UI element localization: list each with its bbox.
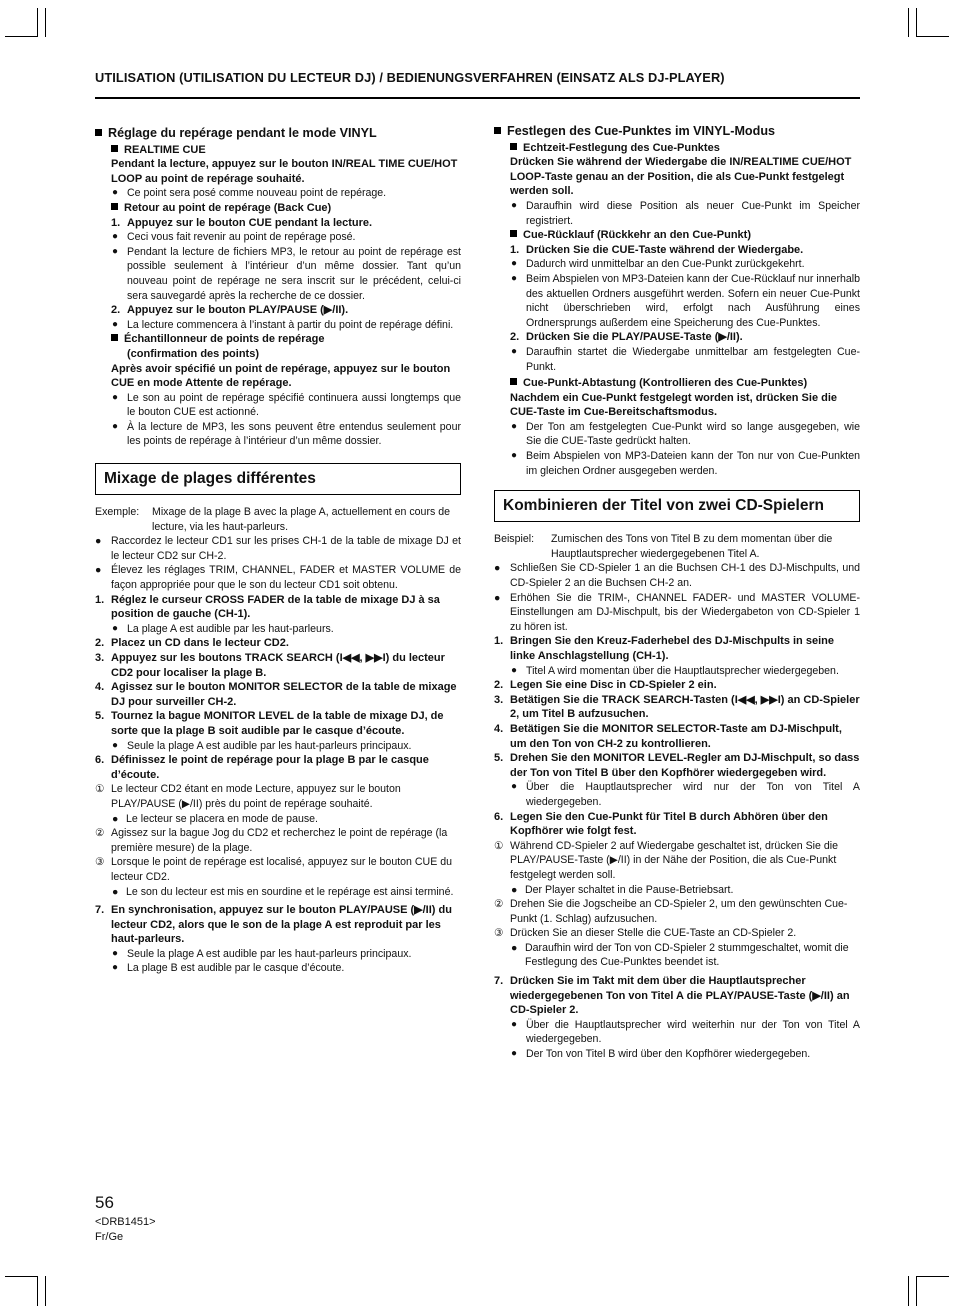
left-column [95, 120, 461, 976]
bullet: ● Beim Abspielen von MP3-Dateien kann der Cue-Rücklauf nur innerhalb des aktuellen Ordners ausgeführt werden. Sofern ein neuer Cue-Punkt nicht überschrieben wird, erfolgt nach Ausführung eines Ordnersprungs außerdem eine Speicherung des Cue-Punktes. [511, 272, 860, 329]
bullet-dot-icon: ● [112, 187, 119, 199]
sub-step: ② Agissez sur la bague Jog du CD2 et recherchez le point de repérage (la première mesure) de la plage. [95, 827, 448, 854]
bullet-dot-icon: ● [511, 781, 518, 793]
crop-mark [37, 1276, 38, 1306]
bullet: ● Über die Hauptlautsprecher wird nur der Ton von Titel A wiedergegeben. [511, 781, 860, 808]
step: 1. Drücken Sie die CUE-Taste während der Wiedergabe. [510, 243, 804, 256]
bullet-dot-icon: ● [112, 622, 119, 634]
step: 6. Définissez le point de repérage pour la plage B par le casque d’écoute. [95, 754, 429, 781]
circled-1-icon: ① [95, 783, 105, 796]
bullet-dot-icon: ● [112, 245, 119, 257]
sub-step: ③ Drücken Sie an dieser Stelle die CUE-Taste an CD-Spieler 2. [494, 927, 797, 940]
step: 7. En synchronisation, appuyez sur le bouton PLAY/PAUSE (▶/II) du lecteur CD2, alors que le son de la plage A est reproduit par les haut-parleurs. [95, 904, 452, 946]
bullet-dot-icon: ● [511, 1018, 518, 1030]
crop-mark [916, 36, 949, 37]
language-code: Fr/Ge [95, 1231, 124, 1243]
square-bullet-icon [111, 203, 118, 210]
bullet-dot-icon: ● [511, 1048, 518, 1060]
bullet-dot-icon: ● [511, 941, 518, 954]
bullet: ● Daraufhin wird diese Position als neuer Cue-Punkt im Speicher registriert. [511, 199, 860, 227]
crop-mark [908, 8, 909, 37]
model-code: <DRB1451> [95, 1216, 156, 1228]
bullet-dot-icon: ● [511, 450, 518, 462]
crop-mark [45, 1276, 46, 1306]
bullet: ● À la lecture de MP3, les sons peuvent être entendus seulement pour les points de repérage à l’intérieur d’un même dossier. [112, 420, 461, 448]
right-column [494, 120, 860, 1062]
bullet-dot-icon: ● [112, 947, 119, 959]
bullet: ● Erhöhen Sie die TRIM-, CHANNEL FADER- und MASTER VOLUME-Einstellungen am DJ-Mischpult, bis der Wiedergabeton von CD-Spieler 1 zu hören ist. [494, 591, 860, 633]
bullet: ● Élevez les réglages TRIM, CHANNEL, FADER et MASTER VOLUME de façon appropriée pour que le son du lecteur CD1 soit obtenu. [95, 564, 461, 592]
bullet: ● Schließen Sie CD-Spieler 1 an die Buchsen CH-1 des DJ-Mischpults, und CD-Spieler 2 an die Buchsen CH-2 an. [494, 562, 860, 590]
crop-mark [37, 8, 38, 37]
bullet-dot-icon: ● [511, 883, 518, 896]
header-rule [95, 97, 860, 99]
bullet-dot-icon: ● [112, 812, 119, 825]
instruction: Après avoir spécifié un point de repérage, appuyez sur le bouton CUE en mode Attente de repérage. [111, 362, 451, 390]
bullet: ● Beim Abspielen von MP3-Dateien kann der Ton nur von Cue-Punkten im gleichen Ordner ausgegeben werden. [511, 450, 860, 477]
sub-step: ① Während CD-Spieler 2 auf Wiedergabe geschaltet ist, drücken Sie die PLAY/PAUSE-Taste (▶/II) in der Nähe der Position, die als Cue-Punkt festgelegt werden soll. [494, 839, 838, 881]
sub-step: ① Le lecteur CD2 étant en mode Lecture, appuyez sur le bouton PLAY/PAUSE (▶/II) près du point de repérage souhaité. [95, 783, 401, 810]
step: 4. Agissez sur le bouton MONITOR SELECTOR de la table de mixage DJ pour surveiller CH-2. [95, 681, 457, 708]
bullet: ● La plage A est audible par les haut-parleurs. [112, 622, 334, 635]
bullet: ● Der Ton am festgelegten Cue-Punkt wird so lange ausgegeben, wie Sie die CUE-Taste gedrückt halten. [511, 420, 860, 448]
bullet: ● Der Player schaltet in die Pause-Betriebsart. [511, 883, 734, 896]
instruction: Nachdem ein Cue-Punkt festgelegt worden ist, drücken Sie die CUE-Taste im Cue-Bereitschaftsmodus. [510, 391, 838, 419]
page-header: UTILISATION (UTILISATION DU LECTEUR DJ) / BEDIENUNGSVERFAHREN (EINSATZ ALS DJ-PLAYER) [95, 70, 725, 85]
bullet: ● Le son au point de repérage spécifié continuera aussi longtemps que le bouton CUE est actionné. [112, 391, 461, 419]
bullet-dot-icon: ● [112, 739, 119, 751]
circled-2-icon: ② [494, 898, 504, 911]
section-title-box: Mixage de plages différentes [95, 463, 461, 495]
bullet: ● Dadurch wird unmittelbar an den Cue-Punkt zurückgekehrt. [511, 258, 805, 271]
sub-step: ③ Lorsque le point de repérage est localisé, appuyez sur le bouton CUE du lecteur CD2. [95, 856, 452, 883]
subheading: Retour au point de repérage (Back Cue) [95, 201, 461, 216]
step: 4. Betätigen Sie die MONITOR SELECTOR-Taste am DJ-Mischpult, um den Ton von CH-2 zu kontrollieren. [494, 722, 842, 750]
instruction: Drücken Sie während der Wiedergabe die IN/REALTIME CUE/HOT LOOP-Taste genau an der Position, die als Cue-Punkt festgelegt werden soll. [510, 156, 852, 198]
bullet: ● Über die Hauptlautsprecher wird weiterhin nur der Ton von Titel A wiedergegeben. [511, 1018, 860, 1046]
square-bullet-icon [111, 334, 118, 341]
page-number: 56 [95, 1193, 114, 1212]
bullet-dot-icon: ● [511, 258, 518, 270]
bullet-dot-icon: ● [511, 664, 518, 676]
bullet-dot-icon: ● [112, 885, 119, 898]
step: 7. Drücken Sie im Takt mit dem über die Hauptlautsprecher wiedergegebenen Ton von Titel A die PLAY/PAUSE-Taste (▶/II) an CD-Spieler 2. [494, 975, 850, 1017]
document-code [95, 1215, 156, 1245]
example: Exemple: Mixage de la plage B avec la plage A, actuellement en cours de lecture, via les haut-parleurs. [95, 506, 450, 533]
subheading: Échantillonneur de points de repérage [95, 332, 461, 347]
bullet: ● Ceci vous fait revenir au point de repérage posé. [112, 231, 356, 244]
crop-mark [908, 1276, 909, 1306]
bullet-dot-icon: ● [112, 962, 119, 974]
bullet: ● Der Ton von Titel B wird über den Kopfhörer wiedergegeben. [511, 1048, 811, 1061]
bullet: ● Titel A wird momentan über die Hauptlautsprecher wiedergegeben. [511, 664, 839, 677]
step: 3. Appuyez sur les boutons TRACK SEARCH (I◀◀, ▶▶I) du lecteur CD2 pour localiser la plage B. [95, 652, 445, 679]
square-bullet-icon [510, 143, 517, 150]
crop-mark [916, 1276, 949, 1277]
bullet: ● La lecture commencera à l’instant à partir du point de repérage défini. [112, 318, 454, 331]
circled-1-icon: ① [494, 839, 504, 852]
bullet: ● Seule la plage A est audible par les haut-parleurs principaux. [112, 947, 412, 960]
step: 5. Tournez la bague MONITOR LEVEL de la table de mixage DJ, de sorte que la plage B soit audible par le casque d’écoute. [95, 710, 444, 737]
bullet-dot-icon: ● [511, 199, 518, 211]
crop-mark [916, 1276, 917, 1306]
square-bullet-icon [95, 129, 102, 136]
circled-3-icon: ③ [494, 927, 504, 940]
step: 1. Réglez le curseur CROSS FADER de la table de mixage DJ à sa position de gauche (CH-1). [95, 593, 440, 621]
subheading: REALTIME CUE [95, 143, 461, 158]
step: 2. Placez un CD dans le lecteur CD2. [95, 637, 289, 650]
bullet-dot-icon: ● [511, 272, 518, 284]
bullet-dot-icon: ● [494, 591, 501, 604]
bullet-dot-icon: ● [112, 391, 119, 403]
bullet-dot-icon: ● [112, 231, 119, 243]
bullet-dot-icon: ● [112, 420, 119, 432]
bullet: ● Le lecteur se placera en mode de pause. [112, 812, 318, 825]
bullet: ● Le son du lecteur est mis en sourdine et le repérage est ainsi terminé. [112, 885, 454, 898]
section-heading: Festlegen des Cue-Punktes im VINYL-Modus [494, 124, 860, 139]
square-bullet-icon [510, 378, 517, 385]
bullet: ● Daraufhin wird der Ton von CD-Spieler 2 stummgeschaltet, womit die Festlegung des Cue-Punktes beendet ist. [511, 941, 849, 969]
step: 5. Drehen Sie den MONITOR LEVEL-Regler am DJ-Mischpult, so dass der Ton von Titel B über den Kopfhörer wiedergegeben wird. [494, 752, 860, 779]
circled-3-icon: ③ [95, 856, 105, 869]
bullet: ● La plage B est audible par le casque d’écoute. [112, 962, 345, 975]
crop-mark [5, 1276, 38, 1277]
step: 1. Appuyez sur le bouton CUE pendant la lecture. [111, 216, 373, 229]
step: 1. Bringen Sie den Kreuz-Faderhebel des DJ-Mischpults in seine linke Anschlagstellung (CH-1). [494, 635, 834, 662]
subheading: Echtzeit-Festlegung des Cue-Punktes [494, 141, 860, 156]
square-bullet-icon [510, 230, 517, 237]
instruction: Pendant la lecture, appuyez sur le bouton IN/REAL TIME CUE/HOT LOOP au point de repérage souhaité. [111, 158, 458, 185]
step: 2. Drücken Sie die PLAY/PAUSE-Taste (▶/II). [510, 331, 743, 344]
section-heading: Réglage du repérage pendant le mode VINYL [95, 126, 461, 141]
bullet: ● Pendant la lecture de fichiers MP3, le retour au point de repérage est possible seulement à l’intérieur d’un même dossier. Tant qu’un nouveau point de repérage ne sera inscrit sur le précédent, celui-ci sera sauvegardé après la recherche de ce dossier. [112, 245, 461, 302]
sub-step: ② Drehen Sie die Jogscheibe an CD-Spieler 2, um den gewünschten Cue-Punkt (1. Schlag) aufzusuchen. [494, 898, 848, 925]
square-bullet-icon [494, 127, 501, 134]
bullet-dot-icon: ● [112, 318, 119, 330]
step: 6. Legen Sie den Cue-Punkt für Titel B durch Abhören über den Kopfhörer wie folgt fest. [494, 810, 828, 838]
crop-mark [916, 8, 917, 37]
bullet-dot-icon: ● [511, 345, 518, 357]
bullet: ● Daraufhin startet die Wiedergabe unmittelbar am festgelegten Cue-Punkt. [511, 345, 860, 373]
bullet-dot-icon: ● [494, 562, 501, 575]
bullet: ● Ce point sera posé comme nouveau point de repérage. [112, 187, 387, 200]
subheading: (confirmation des points) [127, 347, 259, 360]
step: 2. Appuyez sur le bouton PLAY/PAUSE (▶/II). [111, 304, 349, 317]
step: 3. Betätigen Sie die TRACK SEARCH-Tasten (I◀◀, ▶▶I) an CD-Spieler 2, um Titel B aufzusuchen. [494, 693, 860, 721]
bullet: ● Raccordez le lecteur CD1 sur les prises CH-1 de la table de mixage DJ et le lecteur CD2 sur CH-2. [95, 535, 461, 562]
bullet-dot-icon: ● [511, 420, 518, 432]
subheading: Cue-Punkt-Abtastung (Kontrollieren des Cue-Punktes) [494, 376, 860, 391]
bullet-dot-icon: ● [95, 564, 102, 577]
subheading: Cue-Rücklauf (Rückkehr an den Cue-Punkt) [494, 228, 860, 243]
circled-2-icon: ② [95, 827, 105, 840]
crop-mark [45, 8, 46, 37]
bullet-dot-icon: ● [95, 535, 102, 548]
section-title-box: Kombinieren der Titel von zwei CD-Spielern [494, 490, 860, 522]
step: 2. Legen Sie eine Disc in CD-Spieler 2 ein. [494, 679, 717, 692]
bullet: ● Seule la plage A est audible par les haut-parleurs principaux. [112, 739, 412, 752]
crop-mark [5, 36, 38, 37]
square-bullet-icon [111, 145, 118, 152]
example: Beispiel: Zumischen des Tons von Titel B zu dem momentan über die Hauptlautsprecher wiedergegebenen Titel A. [494, 533, 833, 560]
